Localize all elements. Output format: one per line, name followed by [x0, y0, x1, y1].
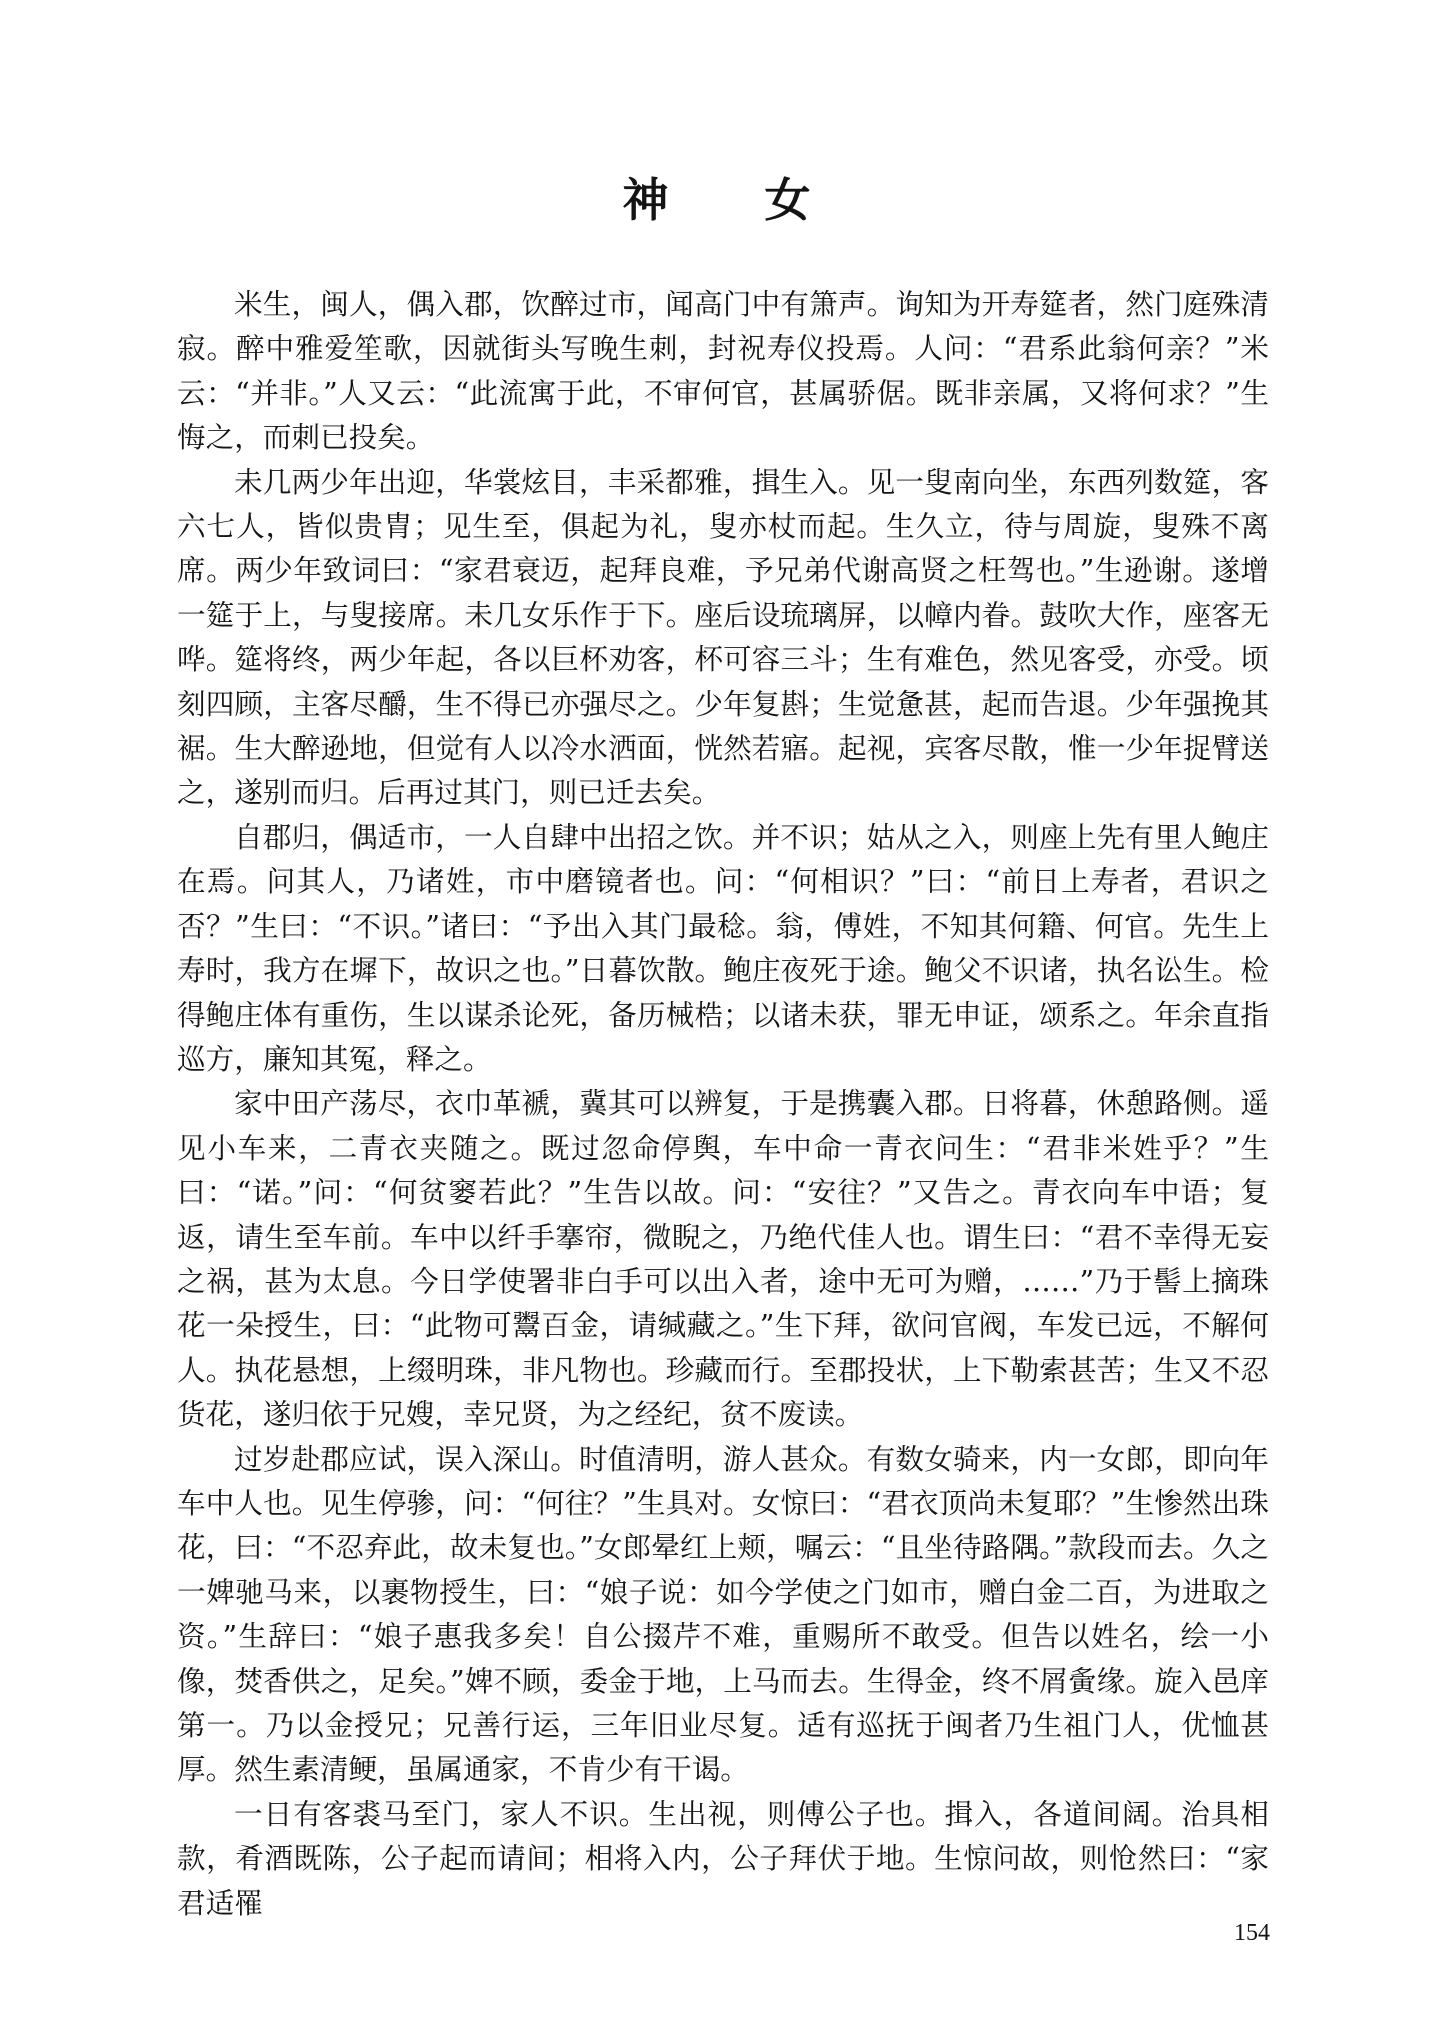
paragraph: 过岁赴郡应试，误入深山。时值清明，游人甚众。有数女骑来，内一女郎，即向年车中人也。见生停骖，问：“何往？”生具对。女惊曰：“君衣顶尚未复耶？”生惨然出珠花，曰：“不忍弃此，故未复也。”女郎晕红上颊，嘱云：“且坐待路隅。”款段而去。久之一婢驰马来，以裹物授生，曰：“娘子说：如今学使之门如市，赠白金二百，为进取之资。”生辞曰：“娘子惠我多矣！自公掇芹不难，重赐所不敢受。但告以姓名，绘一小像，焚香供之，足矣。”婢不顾，委金于地，上马而去。生得金，终不屑夤缘。旋入邑庠第一。乃以金授兄；兄善行运，三年旧业尽复。适有巡抚于闽者乃生祖门人，优恤甚厚。然生素清鲠，虽属通家，不肯少有干谒。 — [177, 1441, 1269, 1787]
paragraph: 家中田产荡尽，衣巾革褫，冀其可以辨复，于是携囊入郡。日将暮，休憩路侧。遥见小车来，二青衣夹随之。既过忽命停舆，车中命一青衣问生：“君非米姓乎？”生曰：“诺。”问：“何贫窭若此？”生告以故。问：“安往？”又告之。青衣向车中语；复返，请生至车前。车中以纤手搴帘，微睨之，乃绝代佳人也。谓生曰：“君不幸得无妄之祸，甚为太息。今日学使署非白手可以出入者，途中无可为赠，……”乃于髻上摘珠花一朵授生，曰：“此物可鬻百金，请缄藏之。”生下拜，欲问官阀，车发已远，不解何人。执花悬想，上缀明珠，非凡物也。珍藏而行。至郡投状，上下勒索甚苦；生又不忍货花，遂归依于兄嫂，幸兄贤，为之经纪，贫不废读。 — [177, 1086, 1269, 1432]
body-text — [177, 282, 1269, 1925]
paragraph: 自郡归，偶适市，一人自肆中出招之饮。并不识；姑从之入，则座上先有里人鲍庄在焉。问其人，乃诸姓，市中磨镜者也。问：“何相识？”曰：“前日上寿者，君识之否？”生曰：“不识。”诸曰：“予出入其门最稔。翁，傅姓，不知其何籍、何官。先生上寿时，我方在墀下，故识之也。”日暮饮散。鲍庄夜死于途。鲍父不识诸，执名讼生。检得鲍庄体有重伤，生以谋杀论死，备历械梏；以诸未获，罪无申证，颂系之。年余直指巡方，廉知其冤，释之。 — [177, 819, 1269, 1076]
paragraph: 未几两少年出迎，华裳炫目，丰采都雅，揖生入。见一叟南向坐，东西列数筵，客六七人，皆似贵胄；见生至，俱起为礼，叟亦杖而起。生久立，待与周旋，叟殊不离席。两少年致词曰：“家君衰迈，起拜良难，予兄弟代谢高贤之枉驾也。”生逊谢。遂增一筵于上，与叟接席。未几女乐作于下。座后设琉璃屏，以幛内眷。鼓吹大作，座客无哗。筵将终，两少年起，各以巨杯劝客，杯可容三斗；生有难色，然见客受，亦受。顷刻四顾，主客尽釂，生不得已亦强尽之。少年复斟；生觉惫甚，起而告退。少年强挽其裾。生大醉逊地，但觉有人以冷水洒面，恍然若寤。起视，宾客尽散，惟一少年捉臂送之，遂别而归。后再过其门，则已迁去矣。 — [177, 464, 1269, 810]
paragraph: 一日有客裘马至门，家人不识。生出视，则傅公子也。揖入，各道间阔。治具相款，肴酒既陈，公子起而请间；相将入内，公子拜伏于地。生惊问故，则怆然曰：“家君适罹 — [177, 1796, 1269, 1920]
page-title: 神 女 — [622, 173, 851, 227]
paragraph: 米生，闽人，偶入郡，饮醉过市，闻高门中有箫声。询知为开寿筵者，然门庭殊清寂。醉中雅爱笙歌，因就街头写晚生刺，封祝寿仪投焉。人问：“君系此翁何亲？”米云：“并非。”人又云：“此流寓于此，不审何官，甚属骄倨。既非亲属，又将何求？”生悔之，而刺已投矣。 — [177, 287, 1269, 455]
page-number: 154 — [1234, 1920, 1270, 1946]
